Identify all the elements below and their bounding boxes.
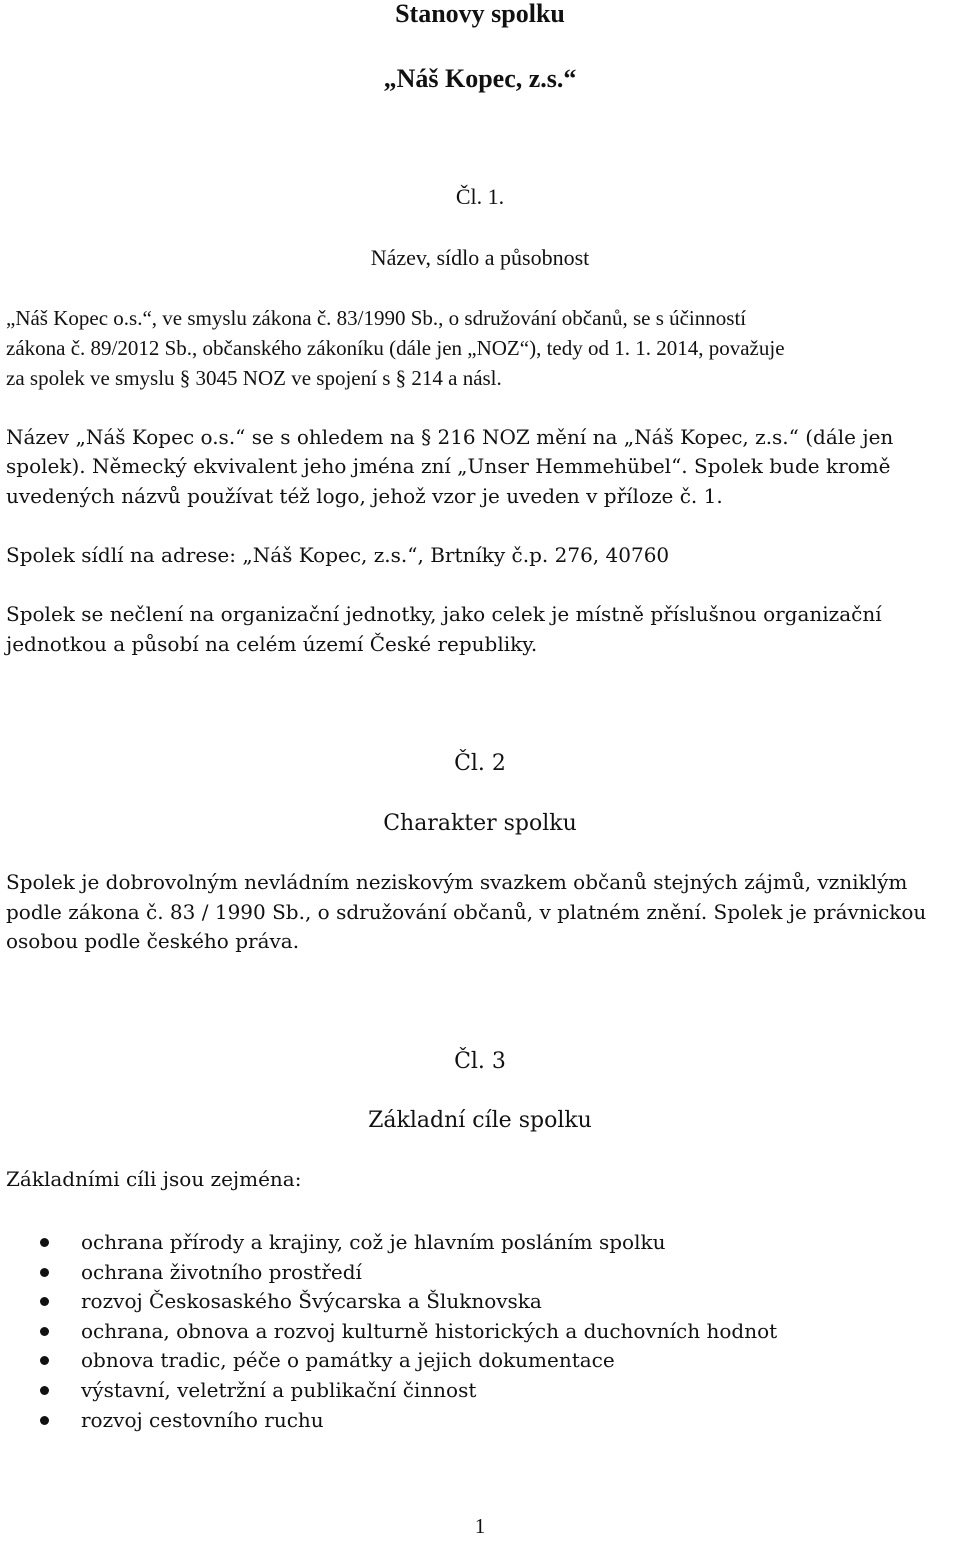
bullet-icon — [40, 1327, 49, 1336]
goal-text: ochrana životního prostředí — [81, 1259, 362, 1284]
goal-text: rozvoj Českosaského Švýcarska a Šluknovska — [81, 1289, 542, 1314]
article-1-paragraph-4-line-2: jednotkou a působí na celém území České republiky. — [6, 632, 538, 656]
page-number: 1 — [474, 1514, 486, 1538]
goal-list-item — [0, 1376, 960, 1406]
article-3-number: Čl. 3 — [454, 1049, 506, 1074]
article-1-paragraph-1-line-2: zákona č. 89/2012 Sb., občanského zákoníku (dále jen „NOZ“), tedy od 1. 1. 2014, považuje — [6, 336, 785, 360]
article-1-paragraph-1-line-3: za spolek ve smyslu § 3045 NOZ ve spojení s § 214 a násl. — [6, 366, 502, 390]
article-2-heading: Charakter spolku — [383, 811, 577, 836]
bullet-icon — [40, 1268, 49, 1277]
goal-list-item — [0, 1346, 960, 1376]
goal-text: výstavní, veletržní a publikační činnost — [81, 1377, 477, 1402]
bullet-icon — [40, 1386, 49, 1395]
bullet-icon — [40, 1356, 49, 1365]
article-3-heading: Základní cíle spolku — [368, 1108, 592, 1133]
article-3-intro: Základními cíli jsou zejména: — [6, 1167, 302, 1191]
article-2-paragraph-line-2: podle zákona č. 83 / 1990 Sb., o sdružování občanů, v platném znění. Spolek je právnickou — [6, 900, 927, 924]
goal-list-item — [0, 1287, 960, 1317]
bullet-icon — [40, 1238, 49, 1247]
goal-list-item — [0, 1406, 960, 1436]
article-1-paragraph-2-line-1: Název „Náš Kopec o.s.“ se s ohledem na § 216 NOZ mění na „Náš Kopec, z.s.“ (dále jen — [6, 425, 894, 449]
association-name: „Náš Kopec, z.s.“ — [383, 64, 577, 93]
article-1-paragraph-2-line-3: uvedených názvů používat též logo, jehož vzor je uveden v příloze č. 1. — [6, 484, 723, 508]
bullet-icon — [40, 1416, 49, 1425]
goal-text: ochrana přírody a krajiny, což je hlavním posláním spolku — [81, 1230, 666, 1254]
document-title: Stanovy spolku — [395, 0, 565, 28]
article-2-number: Čl. 2 — [454, 751, 506, 776]
article-1-paragraph-3-line-1: Spolek sídlí na adrese: „Náš Kopec, z.s.“, Brtníky č.p. 276, 40760 — [6, 543, 670, 567]
article-2-paragraph-line-3: osobou podle českého práva. — [6, 929, 300, 953]
article-2-paragraph-line-1: Spolek je dobrovolným nevládním neziskovým svazkem občanů stejných zájmů, vzniklým — [6, 870, 908, 894]
goal-list-item — [0, 1317, 960, 1347]
goal-text: ochrana, obnova a rozvoj kulturně historických a duchovních hodnot — [81, 1318, 778, 1343]
goal-text: obnova tradic, péče o památky a jejich dokumentace — [81, 1348, 615, 1373]
bullet-icon — [40, 1297, 49, 1306]
goals-list — [0, 1228, 960, 1435]
goal-text: rozvoj cestovního ruchu — [81, 1407, 324, 1432]
article-1-number: Čl. 1. — [455, 184, 505, 209]
article-1-heading: Název, sídlo a působnost — [370, 245, 590, 270]
article-1-paragraph-2-line-2: spolek). Německý ekvivalent jeho jména zní „Unser Hemmehübel“. Spolek bude kromě — [6, 454, 891, 478]
article-1-paragraph-4-line-1: Spolek se nečlení na organizační jednotky, jako celek je místně příslušnou organizační — [6, 602, 882, 626]
goal-list-item — [0, 1228, 960, 1258]
goal-list-item — [0, 1258, 960, 1288]
article-1-paragraph-1-line-1: „Náš Kopec o.s.“, ve smyslu zákona č. 83/1990 Sb., o sdružování občanů, se s účinností — [6, 306, 747, 330]
